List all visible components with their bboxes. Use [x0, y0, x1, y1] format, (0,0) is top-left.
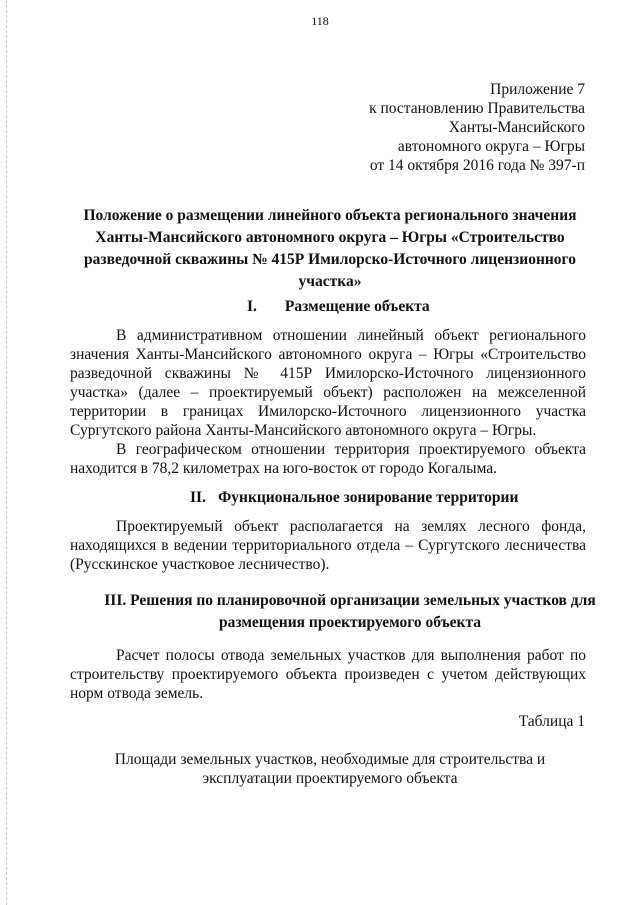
section-number: III.	[104, 592, 127, 609]
appendix-header	[369, 80, 585, 175]
section-heading-1	[247, 296, 430, 318]
section-heading-2	[190, 487, 518, 509]
paragraph: В административном отношении линейный объект регионального значения Ханты-Мансийского автономного округа – Югры «Строительство разведочной скважины № 415Р Имилорско-Источного лицензионного участка» (далее – проектируемый объект) расположен на межселенной территории в границах Имилорско-Источного лицензионного участка Сургутского района Ханты-Мансийского автономного округа – Югры.	[70, 327, 586, 439]
table-label: Таблица 1	[518, 713, 585, 730]
paragraph: Проектируемый объект располагается на землях лесного фонда, находящихся в ведении территориального отдела – Сургутского лесничества (Русскинское участковое лесничество).	[70, 518, 586, 573]
appendix-line: Ханты-Мансийского	[448, 119, 585, 136]
appendix-line: от 14 октября 2016 года № 397-п	[369, 157, 585, 174]
document-title: Положение о размещении линейного объекта регионального значения Ханты-Мансийского автономного округа – Югры «Строительство разведочной скважины № 415Р Имилорско-Источного лицензионного участка»	[83, 207, 577, 290]
section-title: Размещение объекта	[284, 298, 430, 315]
section-number: I.	[247, 298, 257, 315]
section-heading-3	[70, 590, 630, 634]
section-title: Решения по планировочной организации земельных участков для размещения проектируемого объекта	[130, 592, 596, 631]
appendix-line: автономного округа – Югры	[397, 138, 585, 155]
section-title: Функциональное зонирование территории	[217, 489, 519, 506]
paragraph: В географическом отношении территория проектируемого объекта находится в 78,2 километрах на юго-восток от городо Когалыма.	[70, 441, 586, 477]
appendix-line: Приложение 7	[490, 81, 585, 98]
table-caption: Площади земельных участков, необходимые для строительства и эксплуатации проектируемого объекта	[114, 751, 546, 787]
section-number: II.	[190, 489, 206, 506]
paragraph: Расчет полосы отвода земельных участков для выполнения работ по строительству проектируемого объекта произведен с учетом действующих норм отвода земель.	[70, 647, 586, 702]
page-number: 118	[311, 14, 329, 28]
scan-edge-line	[6, 0, 8, 905]
appendix-line: к постановлению Правительства	[369, 100, 585, 117]
